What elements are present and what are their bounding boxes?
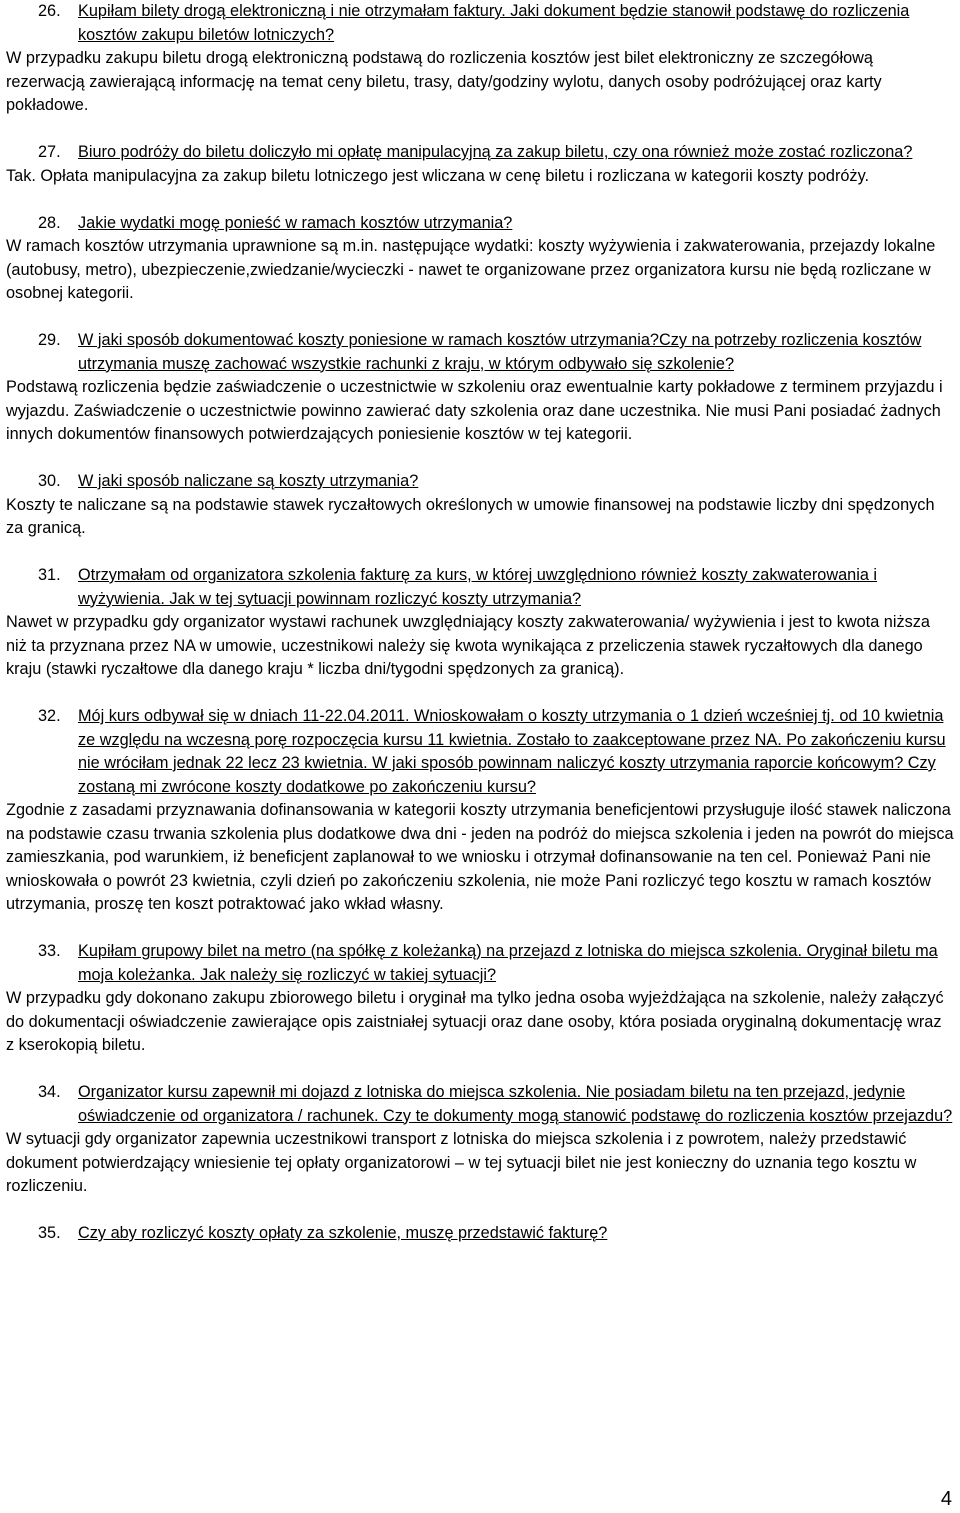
question — [6, 212, 954, 236]
question-number: 33. — [38, 942, 61, 960]
question-text: Kupiłam grupowy bilet na metro (na spółkę z koleżanką) na przejazd z lotniska do miejsca szkolenia. Oryginał biletu ma moja koleżanka. Jak należy się rozliczyć w takiej sytuacji? — [78, 942, 938, 984]
question-text: Otrzymałam od organizatora szkolenia fakturę za kurs, w której uwzględniono również koszty zakwaterowania i wyżywienia. Jak w tej sytuacji powinnam rozliczyć koszty utrzymania? — [78, 566, 878, 608]
question — [6, 940, 954, 987]
question-number: 30. — [38, 472, 61, 490]
question — [6, 1081, 954, 1128]
question — [6, 0, 954, 47]
answer-text: Zgodnie z zasadami przyznawania dofinansowania w kategorii koszty utrzymania beneficjentowi przysługuje ilość stawek naliczona na podstawie czasu trwania szkolenia plus dodatkowe dwa dni - jeden na podróż do miejsca szkolenia i jeden na powrót do miejsca zamieszkania, pod warunkiem, iż beneficjent zaplanował to we wniosku i otrzymał dofinansowanie na ten cel. Ponieważ Pani nie wnioskowała o powrót 23 kwietnia, czyli dzień po zakończeniu szkolenia, nie może Pani rozliczyć tego kosztu w ramach kosztów utrzymania, proszę ten koszt potraktować jako wkład własny. — [6, 801, 954, 913]
qa-item-28 — [6, 212, 954, 306]
question-number: 34. — [38, 1083, 61, 1101]
qa-item-33 — [6, 940, 954, 1058]
qa-item-29 — [6, 329, 954, 447]
question-number: 26. — [38, 2, 61, 20]
question-number: 35. — [38, 1224, 61, 1242]
question-text: Organizator kursu zapewnił mi dojazd z lotniska do miejsca szkolenia. Nie posiadam biletu na ten przejazd, jedynie oświadczenie od organizatora / rachunek. Czy te dokumenty mogą stanowić podstawę do rozliczenia kosztów przejazdu? — [78, 1083, 953, 1125]
qa-item-34 — [6, 1081, 954, 1199]
question-number: 31. — [38, 566, 61, 584]
question-text: Czy aby rozliczyć koszty opłaty za szkolenie, muszę przedstawić fakturę? — [78, 1224, 608, 1242]
qa-item-35 — [6, 1222, 954, 1246]
qa-item-26 — [6, 0, 954, 118]
question-text: Biuro podróży do biletu doliczyło mi opłatę manipulacyjną za zakup biletu, czy ona również może zostać rozliczona? — [78, 143, 913, 161]
qa-item-31 — [6, 564, 954, 682]
answer-text: W sytuacji gdy organizator zapewnia uczestnikowi transport z lotniska do miejsca szkolenia i z powrotem, należy przedstawić dokument potwierdzający wniesienie tej opłaty organizatorowi – w tej sytuacji bilet nie jest konieczny do uznania tego kosztu w rozliczeniu. — [6, 1130, 917, 1195]
question-text: Jakie wydatki mogę ponieść w ramach kosztów utrzymania? — [78, 213, 513, 232]
answer-text: W przypadku gdy dokonano zakupu zbiorowego biletu i oryginał ma tylko jedna osoba wyjeżdżająca na szkolenie, należy załączyć do dokumentacji oświadczenie zawierające opis zaistniałej sytuacji oraz dane osoby, która posiada oryginalną dokumentację wraz z kserokopią biletu. — [6, 989, 944, 1054]
question-number: 29. — [38, 331, 61, 349]
question — [6, 564, 954, 611]
question-text: Mój kurs odbywał się w dniach 11-22.04.2011. Wnioskowałam o koszty utrzymania o 1 dzień wcześniej tj. od 10 kwietnia ze względu na wczesną porę rozpoczęcia kursu 11 kwietnia. Zostało to zaakceptowane przez NA. Po zakończeniu kursu nie wróciłam jednak 22 lecz 23 kwietnia. W jaki sposób powinnam naliczyć koszty utrzymania raporcie końcowym? Czy zostaną mi zwrócone koszty dodatkowe po zakończeniu kursu? — [78, 707, 946, 796]
qa-item-27 — [6, 141, 954, 188]
page-number: 4 — [940, 1488, 952, 1510]
question — [6, 329, 954, 376]
question — [6, 1222, 954, 1246]
question — [6, 470, 954, 494]
qa-item-32 — [6, 705, 954, 917]
answer-text: Nawet w przypadku gdy organizator wystawi rachunek uwzględniający koszty zakwaterowania/ wyżywienia i jest to kwota niższa niż ta przyznana przez NA w umowie, uczestnikowi należy się kwota wynikająca z przeliczenia stawek ryczałtowych dla danego kraju (stawki ryczałtowe dla danego kraju * liczba dni/tygodni spędzonych za granicą). — [6, 613, 930, 678]
question-text: W jaki sposób naliczane są koszty utrzymania? — [78, 472, 419, 490]
question-text: Kupiłam bilety drogą elektroniczną i nie otrzymałam faktury. Jaki dokument będzie stanowił podstawę do rozliczenia kosztów zakupu biletów lotniczych? — [78, 2, 910, 44]
question-number: 27. — [38, 143, 61, 161]
answer-text: Tak. Opłata manipulacyjna za zakup biletu lotniczego jest wliczana w cenę biletu i rozliczana w kategorii koszty podróży. — [6, 166, 870, 185]
answer-text: Podstawą rozliczenia będzie zaświadczenie o uczestnictwie w szkoleniu oraz ewentualnie karty pokładowe z terminem przyjazdu i wyjazdu. Zaświadczenie o uczestnictwie powinno zawierać daty szkolenia oraz dane uczestnika. Nie musi Pani posiadać żadnych innych dokumentów finansowych potwierdzających poniesienie kosztów w tej kategorii. — [6, 378, 943, 443]
answer-text: W przypadku zakupu biletu drogą elektroniczną podstawą do rozliczenia kosztów jest bilet elektroniczny ze szczegółową rezerwacją zawierającą informację na temat ceny biletu, trasy, daty/godziny wylotu, danych osoby podróżującej oraz karty pokładowe. — [6, 49, 882, 114]
answer-text: W ramach kosztów utrzymania uprawnione są m.in. następujące wydatki: koszty wyżywienia i zakwaterowania, przejazdy lokalne (autobusy, metro), ubezpieczenie,zwiedzanie/wycieczki - nawet te organizowane przez organizatora kursu nie będą rozliczane w osobnej kategorii. — [6, 237, 936, 302]
answer-text: Koszty te naliczane są na podstawie stawek ryczałtowych określonych w umowie finansowej na podstawie liczby dni spędzonych za granicą. — [6, 495, 935, 537]
question-text: W jaki sposób dokumentować koszty poniesione w ramach kosztów utrzymania?Czy na potrzeby rozliczenia kosztów utrzymania muszę zachować wszystkie rachunki z kraju, w którym odbywało się szkolenie? — [78, 331, 922, 373]
question — [6, 705, 954, 799]
question-number: 28. — [38, 213, 61, 232]
question — [6, 141, 954, 165]
qa-item-30 — [6, 470, 954, 541]
question-number: 32. — [38, 707, 61, 725]
